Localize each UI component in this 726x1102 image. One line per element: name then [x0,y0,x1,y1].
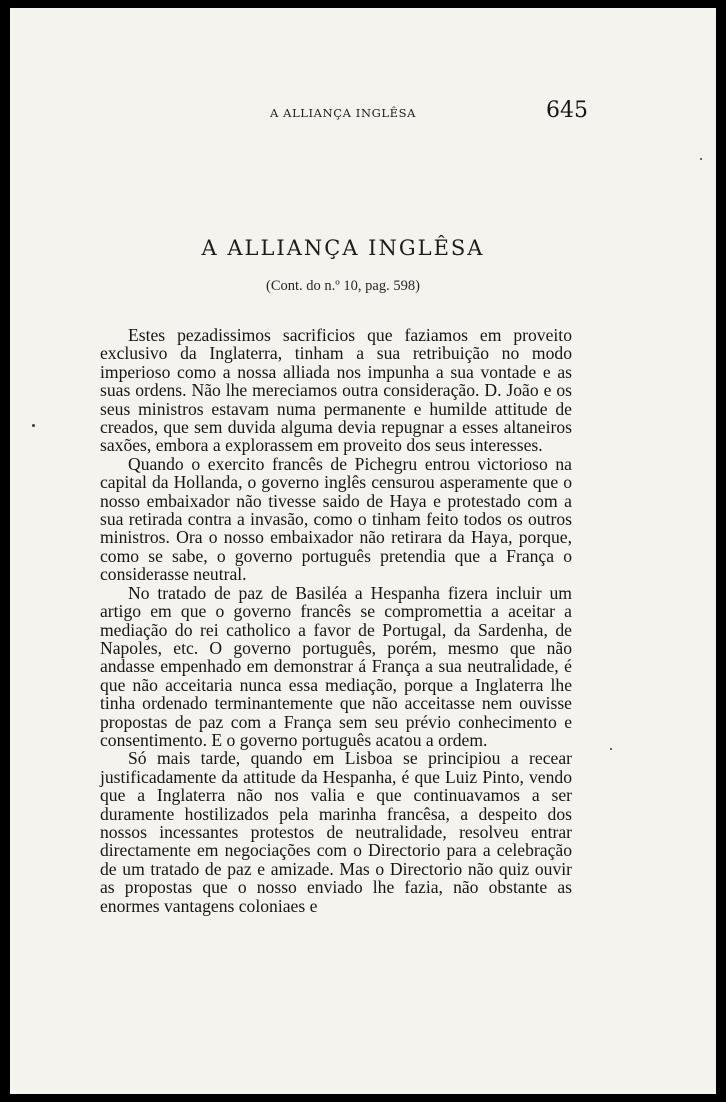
paper-speck [32,424,35,427]
running-head-title: A ALLIANÇA INGLÊSA [270,106,417,120]
article-title: A ALLIANÇA INGLÊSA [201,236,485,260]
paper-speck [700,158,702,160]
paragraph-3: No tratado de paz de Basiléa a Hespanha fizera incluir um artigo em que o governo francês se compromettia a aceitar a mediação do rei catholico a favor de Portugal, da Sardenha, de Napoles, etc. O governo português, porém, mesmo que não andasse empenhado em demonstrar á França a sua neutralidade, é que não acceitaria nunca essa mediação, porque a Inglaterra lhe tinha ordenado terminantemente que não acceitasse nem ouvisse propostas de paz com a França sem seu prévio conhecimento e consentimento. E o governo português acatou a ordem. [100,582,572,750]
paper-speck [610,748,612,750]
continuation-note: (Cont. do n.º 10, pag. 598) [266,278,420,294]
page-number: 645 [546,98,588,123]
paragraph-2: Quando o exercito francês de Pichegru entrou victorioso na capital da Hollanda, o governo inglês censurou asperamente que o nosso embaixador não tivesse saido de Haya e protestado com a sua retirada contra a invasão, como o tinham feito todos os outros ministros. Ora o nosso embaixador não retirara da Haya, porque, como se sabe, o governo português pretendia que a França o considerasse neutral. [100,453,572,585]
paragraph-4: Só mais tarde, quando em Lisboa se principiou a recear justificadamente da attitude da Hespanha, é que Luiz Pinto, vendo que a Inglaterra não nos valia e que continuavamos a ser duramente hostilizados pela marinha francêsa, a despeito dos nossos incessantes protestos de neutralidade, resolveu entrar directamente em negociações com o Directorio para a celebração de um tratado de paz e amizade. Mas o Directorio não quiz ouvir as propostas que o nosso enviado lhe fazia, não obstante as enormes vantagens coloniaes e [100,748,572,916]
body-text [100,326,572,915]
paragraph-1: Estes pezadissimos sacrificios que faziamos em proveito exclusivo da Inglaterra, tinham a sua retribuição no modo imperioso como a nossa alliada nos impunha a sua vontade e as suas ordens. Não lhe mereciamos outra consideração. D. João e os seus ministros estavam numa permanente e humilde attitude de creados, que sem duvida alguma devia repugnar a esses altaneiros saxões, embora a explorassem em proveito dos seus interesses. [100,325,572,456]
running-head [10,98,716,134]
book-page [10,8,716,1094]
